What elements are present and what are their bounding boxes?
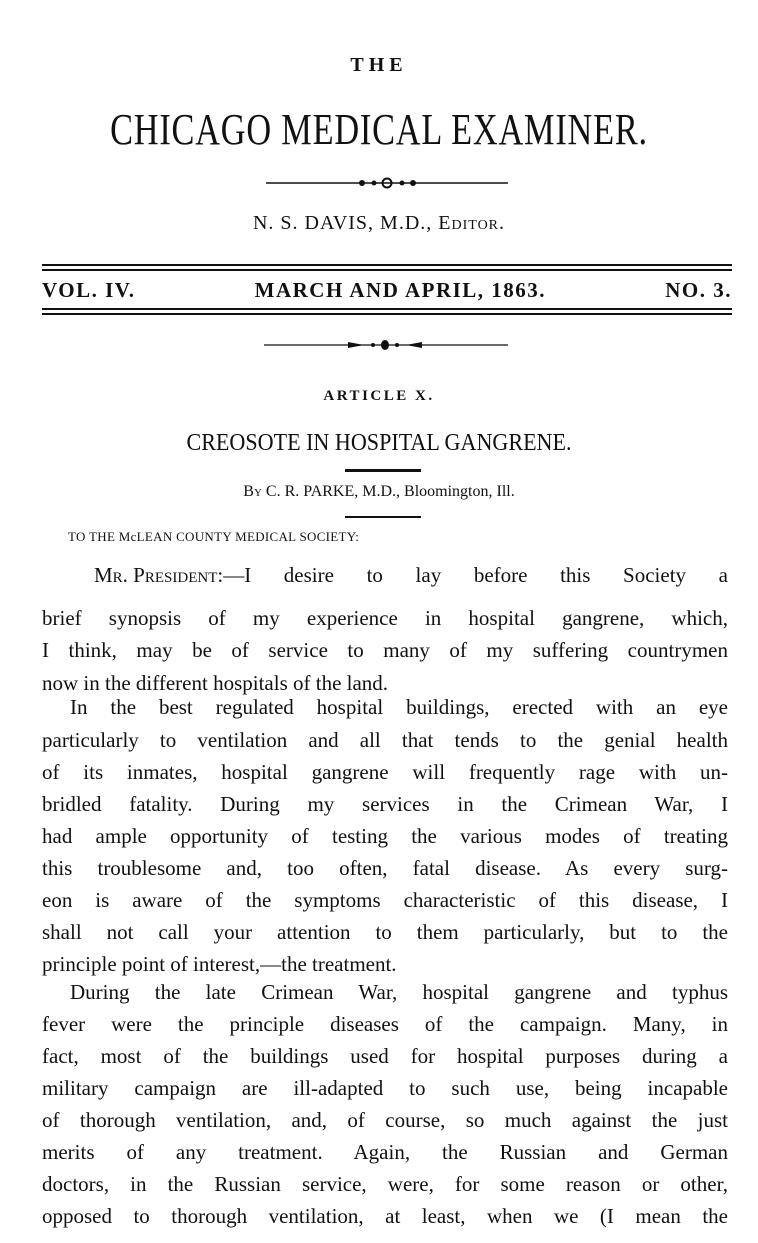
body-line-text: this troublesome and, too often, fatal disease. As every surg-	[42, 856, 728, 880]
body-line	[42, 730, 728, 751]
article-title: CREOSOTE IN HOSPITAL GANGRENE.	[186, 430, 572, 456]
body-line-text: brief synopsis of my experience in hospital gangrene, which,	[42, 606, 728, 630]
body-line-text: of thorough ventilation, and, of course, so much against the just	[42, 1108, 728, 1132]
masthead-the: THE	[350, 54, 408, 76]
volume: VOL. IV.	[42, 278, 136, 302]
body-line-text: In the best regulated hospital buildings, erected with an eye	[70, 695, 728, 719]
issue-date: MARCH AND APRIL, 1863.	[254, 278, 547, 302]
body-line	[42, 826, 728, 847]
body-line-text: now in the different hospitals of the land.	[42, 671, 389, 695]
body-line	[42, 1014, 728, 1035]
body-line	[42, 794, 728, 815]
body-line-text: eon is aware of the symptoms characteristic of this disease, I	[42, 888, 728, 912]
rule-bottom-2	[42, 313, 732, 315]
body-line	[42, 1206, 728, 1227]
byline-rule	[345, 516, 421, 518]
body-line-text: doctors, in the Russian service, were, for some reason or other,	[42, 1172, 728, 1196]
byline-by: By	[243, 483, 262, 500]
body-line-text: principle point of interest,—the treatment.	[42, 952, 397, 976]
title-rule	[345, 469, 421, 472]
editor-role: Editor.	[438, 212, 506, 234]
body-line-text: of its inmates, hospital gangrene will frequently rage with un-	[42, 760, 728, 784]
body-line	[42, 858, 728, 879]
body-line	[42, 1046, 728, 1067]
ornament-divider-article	[260, 338, 512, 352]
body-line	[70, 982, 728, 1003]
rule-bottom-1	[42, 308, 732, 310]
byline-author: C. R. PARKE, M.D., Bloomington, Ill.	[261, 483, 515, 500]
issue-bar	[42, 278, 732, 303]
body-line-text: shall not call your attention to them particularly, but to the	[42, 920, 728, 944]
body-line	[70, 697, 728, 718]
body-line	[42, 673, 728, 694]
body-line	[42, 640, 728, 661]
issue-number: NO. 3.	[665, 278, 732, 302]
body-line	[42, 922, 728, 943]
editor-line	[0, 212, 758, 235]
body-line-text: During the late Crimean War, hospital gangrene and typhus	[70, 980, 728, 1004]
body-line	[42, 954, 728, 975]
salutation: Mr. President:	[94, 563, 224, 587]
body-line-text: bridled fatality. During my services in the Crimean War, I	[42, 792, 728, 816]
journal-title: CHICAGO MEDICAL EXAMINER.	[110, 105, 648, 154]
body-first-line	[94, 565, 728, 586]
byline	[0, 483, 758, 501]
address-line: TO THE McLEAN COUNTY MEDICAL SOCIETY:	[68, 529, 360, 544]
rule-top-1	[42, 264, 732, 266]
body-line-text: military campaign are ill-adapted to such use, being incapable	[42, 1076, 728, 1100]
body-line	[42, 890, 728, 911]
body-line-text: opposed to thorough ventilation, at least, when we (I mean the	[42, 1204, 728, 1228]
body-line-text: fact, most of the buildings used for hospital purposes during a	[42, 1044, 728, 1068]
body-line	[42, 1078, 728, 1099]
body-line	[42, 762, 728, 783]
ornament-divider-top	[262, 176, 512, 190]
body-line-text: particularly to ventilation and all that tends to the genial health	[42, 728, 728, 752]
body-line-text: I think, may be of service to many of my suffering countrymen	[42, 638, 728, 662]
body-line	[42, 1174, 728, 1195]
body-line-text: fever were the principle diseases of the campaign. Many, in	[42, 1012, 728, 1036]
article-number: ARTICLE X.	[323, 388, 435, 404]
editor-name: N. S. DAVIS, M.D.,	[252, 212, 439, 234]
body-line	[42, 1110, 728, 1131]
body-line	[42, 1142, 728, 1163]
body-line-text: —I desire to lay before this Society a	[223, 563, 728, 587]
body-line	[42, 608, 728, 629]
rule-top-2	[42, 269, 732, 271]
body-line-text: merits of any treatment. Again, the Russian and German	[42, 1140, 728, 1164]
body-line-text: had ample opportunity of testing the various modes of treating	[42, 824, 728, 848]
